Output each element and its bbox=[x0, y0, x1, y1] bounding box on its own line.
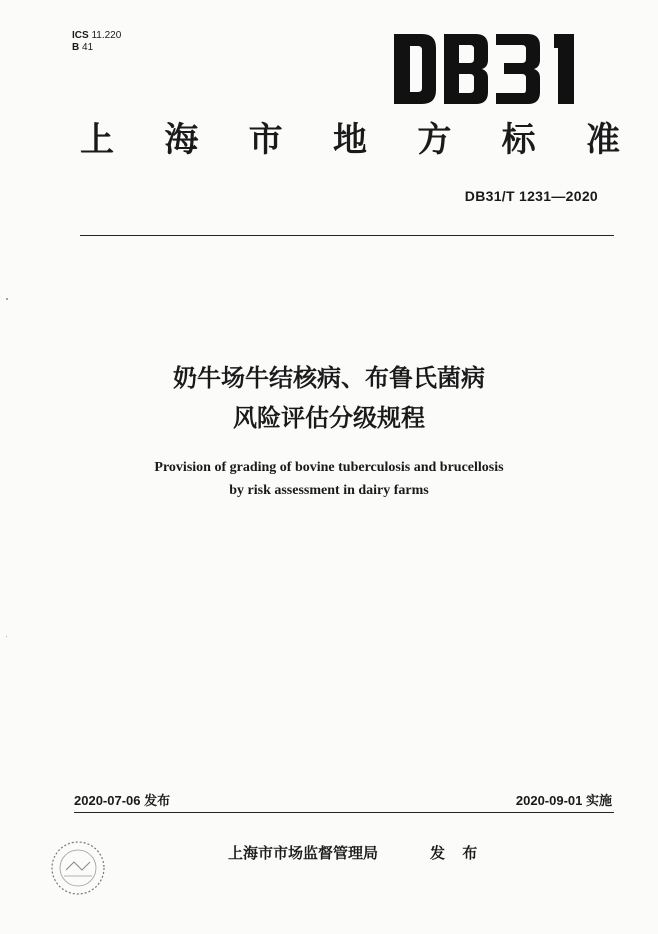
scan-speck bbox=[6, 636, 7, 637]
ics-value: 11.220 bbox=[91, 30, 122, 41]
title-cn-line-1: 奶牛场牛结核病、布鲁氏菌病 bbox=[173, 364, 485, 392]
db31-logo bbox=[392, 30, 588, 108]
publish-date: 2020-07-06 发布 bbox=[74, 793, 171, 808]
header-divider bbox=[80, 235, 614, 236]
category-char: 准 bbox=[585, 120, 620, 160]
category-char: 上 bbox=[80, 120, 114, 160]
issue-verb: 发 布 bbox=[430, 844, 484, 862]
ccs-code bbox=[72, 42, 121, 54]
title-en-line-1: Provision of grading of bovine tuberculosis and brucellosis bbox=[154, 460, 504, 475]
title-cn-line-2: 风险评估分级规程 bbox=[233, 404, 425, 432]
category-char: 标 bbox=[501, 120, 536, 160]
scan-speck bbox=[6, 298, 8, 300]
ics-code bbox=[72, 30, 121, 42]
classification-codes bbox=[72, 30, 121, 54]
footer-divider bbox=[74, 812, 614, 813]
category-char: 市 bbox=[248, 120, 283, 160]
ics-label: ICS bbox=[72, 30, 89, 41]
standard-category bbox=[80, 118, 620, 162]
issuing-authority: 上海市市场监督管理局 bbox=[228, 844, 379, 862]
title-en-line-2: by risk assessment in dairy farms bbox=[229, 483, 429, 498]
category-char: 地 bbox=[332, 120, 367, 160]
ccs-value: 41 bbox=[82, 42, 94, 53]
seal-stamp-icon bbox=[46, 836, 110, 900]
category-char: 方 bbox=[417, 120, 452, 160]
standard-number: DB31/T 1231—2020 bbox=[464, 188, 598, 204]
category-char: 海 bbox=[164, 120, 199, 160]
ccs-label: B bbox=[72, 42, 80, 53]
effective-date: 2020-09-01 实施 bbox=[515, 793, 612, 808]
